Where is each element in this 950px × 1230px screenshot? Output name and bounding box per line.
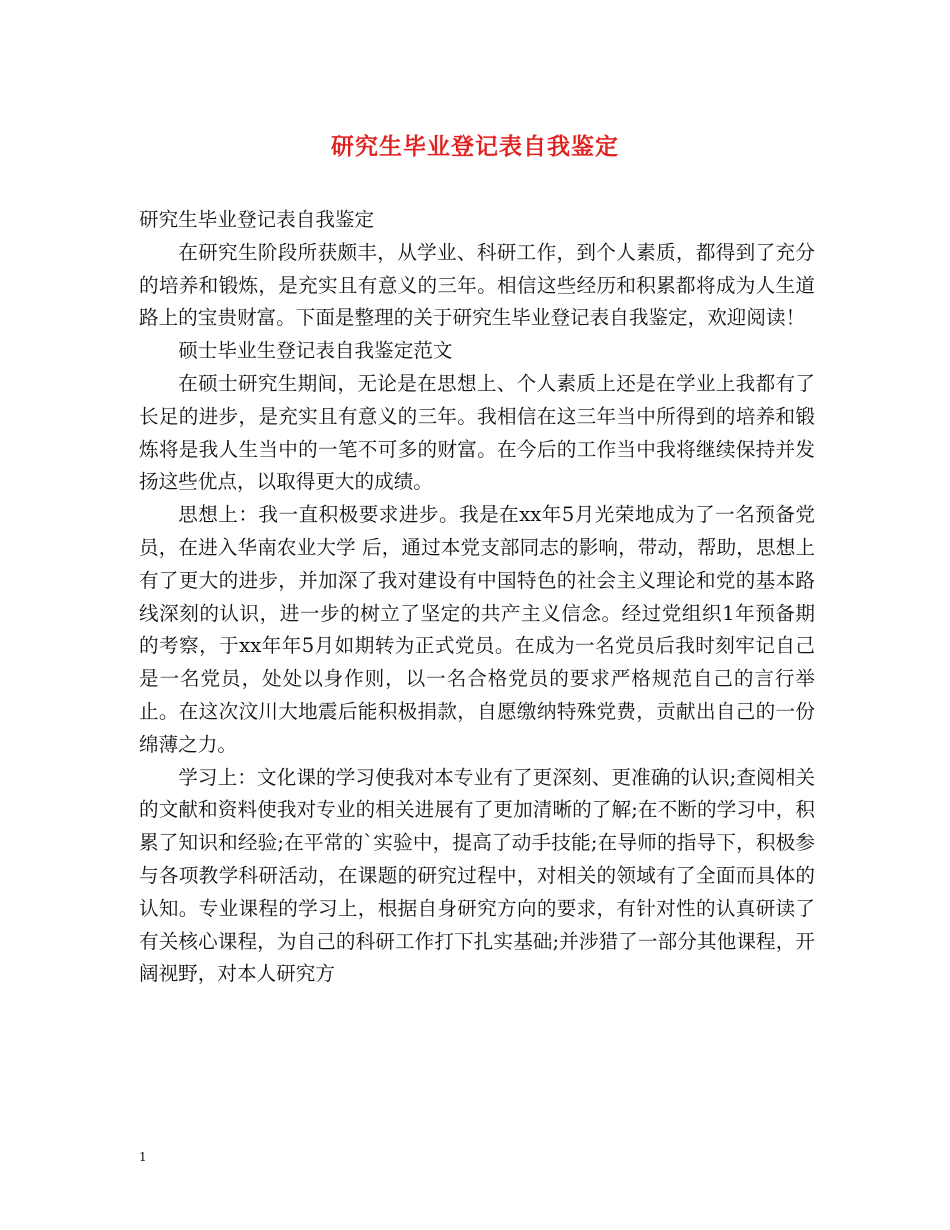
page-number: 1: [139, 1150, 147, 1164]
paragraph-sample-heading: 硕士毕业生登记表自我鉴定范文: [178, 339, 453, 363]
paragraph-subtitle: 研究生毕业登记表自我鉴定: [139, 208, 375, 231]
document-title: 研究生毕业登记表自我鉴定: [331, 133, 619, 160]
document-body: [139, 204, 815, 991]
paragraph-overview: 在硕士研究生期间，无论是在思想上、个人素质上还是在学业上我都有了长足的进步，是充实且有意义的三年。我相信在这三年当中所得到的培养和锻炼将是我人生当中的一笔不可多的财富。在今后的工作当中我将继续保持并发扬这些优点，以取得更大的成绩。: [139, 371, 815, 494]
paragraph-ideology: 思想上：我一直积极要求进步。我是在xx年5月光荣地成为了一名预备党员，在进入华南农业大学 后，通过本党支部同志的影响，带动，帮助，思想上有了更大的进步，并加深了我对建设有中国特色的社会主义理论和党的基本路线深刻的认识，进一步的树立了坚定的共产主义信念。经过党组织1年预备期的考察，于xx年年5月如期转为正式党员。在成为一名党员后我时刻牢记自己是一名党员，处处以身作则，以一名合格党员的要求严格规范自己的言行举止。在这次汶川大地震后能积极捐款，自愿缴纳特殊党费，贡献出自己的一份绵薄之力。: [139, 503, 815, 756]
paragraph-study: 学习上：文化课的学习使我对本专业有了更深刻、更准确的认识;查阅相关的文献和资料使我对专业的相关进展有了更加清晰的了解;在不断的学习中，积累了知识和经验;在平常的`实验中，提高了动手技能;在导师的指导下，积极参与各项教学科研活动，在课题的研究过程中，对相关的领域有了全面而具体的认知。专业课程的学习上，根据自身研究方向的要求，有针对性的认真研读了有关核心课程，为自己的科研工作打下扎实基础;并涉猎了一部分其他课程，开阔视野，对本人研究方: [139, 765, 815, 986]
paragraph-intro: 在研究生阶段所获颇丰，从学业、科研工作，到个人素质，都得到了充分的培养和锻炼，是充实且有意义的三年。相信这些经历和积累都将成为人生道路上的宝贵财富。下面是整理的关于研究生毕业登记表自我鉴定，欢迎阅读！: [139, 240, 815, 330]
